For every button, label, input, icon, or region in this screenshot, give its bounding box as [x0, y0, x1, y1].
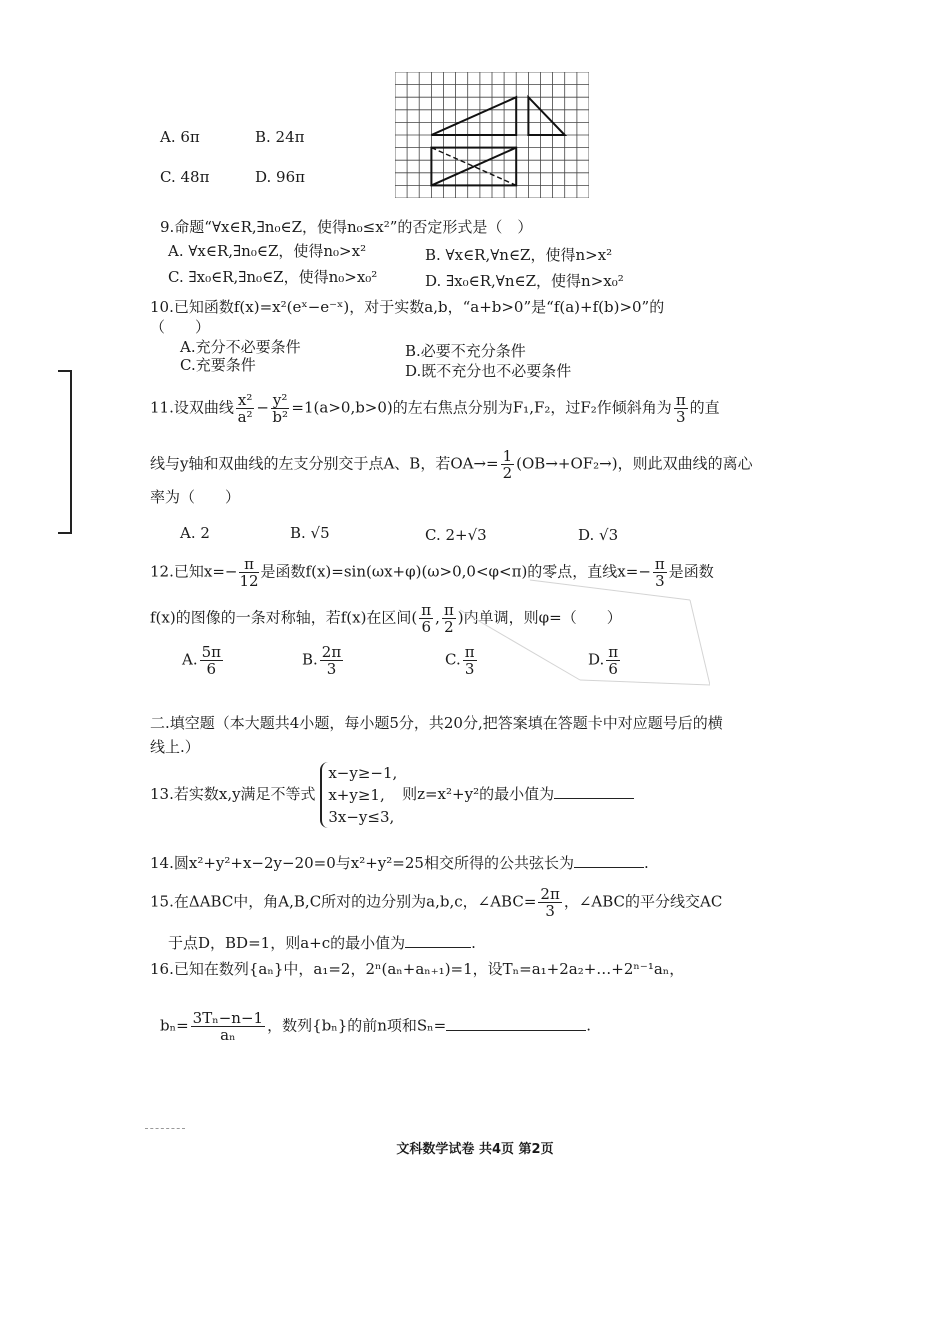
q8-option-c: C. 48π	[160, 168, 210, 186]
margin-bracket	[58, 370, 72, 534]
q10-paren: （ ）	[150, 318, 211, 336]
q11-option-b: B. √5	[290, 524, 330, 542]
section2-heading: 二.填空题（本大题共4小题，每小题5分，共20分,把答案填在答题卡中对应题号后的横	[150, 714, 723, 732]
section2-heading-cont: 线上.）	[150, 738, 200, 756]
q10-option-c: C.充要条件	[180, 356, 256, 374]
q11-line1: 11.设双曲线 $\frac{\text{x²}}{\text{a²}}$ − $\frac{\text{y²}}{\text{b²}}$ =1(a>0,b>0)的左右焦点分别为F₁,F₂，过F₂作倾斜角为 $\frac{\pi}{3}$ 的直	[150, 391, 720, 426]
q13-answer-blank	[554, 784, 634, 799]
q12-option-d: D. $\frac{\pi}{6}$	[588, 643, 619, 678]
q16-line1: 16.已知在数列{aₙ}中，a₁=2，2ⁿ(aₙ+aₙ₊₁)=1，设Tₙ=a₁+2a₂+…+2ⁿ⁻¹aₙ，	[150, 960, 685, 978]
q16-answer-blank	[446, 1016, 586, 1031]
q10-stem: 10.已知函数f(x)=x²(eˣ−e⁻ˣ)，对于实数a,b，“a+b>0”是“f(a)+f(b)>0”的	[150, 298, 665, 316]
q13: 13.若实数x,y满足不等式 x−y≥−1, x+y≥1, 3x−y≤3, 则z=x²+y²的最小值为	[150, 762, 634, 828]
q9-option-c: C. ∃x₀∈R,∃n₀∈Z，使得n₀>x₀²	[168, 268, 378, 286]
q11-option-c: C. 2+√3	[425, 526, 487, 544]
q13-constraint-system: x−y≥−1, x+y≥1, 3x−y≤3,	[320, 762, 397, 828]
q12-line2: f(x)的图像的一条对称轴，若f(x)在区间( $\frac{\pi}{6}$ , $\frac{\pi}{2}$ )内单调，则φ=（ ）	[150, 601, 622, 636]
q15-line1: 15.在ΔABC中，角A,B,C所对的边分别为a,b,c，∠ABC= $\frac{2\pi}{3}$ ，∠ABC的平分线交AC	[150, 885, 723, 920]
three-view-figure	[395, 72, 589, 198]
q15-line2: 于点D，BD=1，则a+c的最小值为 .	[168, 934, 476, 952]
q11-option-a: A. 2	[180, 524, 210, 542]
q8-option-b: B. 24π	[255, 128, 305, 146]
q9-option-b: B. ∀x∈R,∀n∈Z，使得n>x²	[425, 246, 613, 264]
q10-option-a: A.充分不必要条件	[180, 338, 301, 356]
q12-option-a: A. $\frac{5\pi}{6}$	[182, 643, 222, 678]
page-footer: 文科数学试卷 共4页 第2页	[396, 1142, 554, 1157]
q8-option-d: D. 96π	[255, 168, 305, 186]
q15-answer-blank	[405, 933, 471, 948]
q9-stem: 9.命题“∀x∈R,∃n₀∈Z，使得n₀≤x²”的否定形式是（ ）	[160, 218, 533, 236]
q12-line1: 12.已知x=− $\frac{\pi}{12}$ 是函数f(x)=sin(ωx+φ)(ω>0,0<φ<π)的零点，直线x=− $\frac{\pi}{3}$ 是函数	[150, 555, 714, 590]
q11-line2: 线与y轴和双曲线的左支分别交于点A、B，若OA→= $\frac{1}{2}$ (OB→+OF₂→)，则此双曲线的离心	[150, 447, 753, 482]
q14-answer-blank	[574, 853, 644, 868]
q8-option-a: A. 6π	[160, 128, 200, 146]
bleed-through-figure	[440, 570, 710, 700]
q12-option-c: C. $\frac{\pi}{3}$	[445, 643, 475, 678]
q11-line3: 率为（ ）	[150, 488, 241, 506]
q10-option-b: B.必要不充分条件	[405, 342, 526, 360]
q12-option-b: B. $\frac{2\pi}{3}$	[302, 643, 342, 678]
q14: 14.圆x²+y²+x−2y−20=0与x²+y²=25相交所得的公共弦长为 .	[150, 854, 649, 872]
q9-option-d: D. ∃x₀∈R,∀n∈Z，使得n>x₀²	[425, 272, 624, 290]
q16-line2: bₙ= $\frac{\text{3Tₙ−n−1}}{\text{aₙ}}$ ，数列{bₙ}的前n项和Sₙ= .	[160, 1009, 592, 1044]
q10-option-d: D.既不充分也不必要条件	[405, 362, 572, 380]
q11-option-d: D. √3	[578, 526, 619, 544]
q9-option-a: A. ∀x∈R,∃n₀∈Z，使得n₀>x²	[168, 242, 367, 260]
scan-mark	[145, 1128, 185, 1129]
